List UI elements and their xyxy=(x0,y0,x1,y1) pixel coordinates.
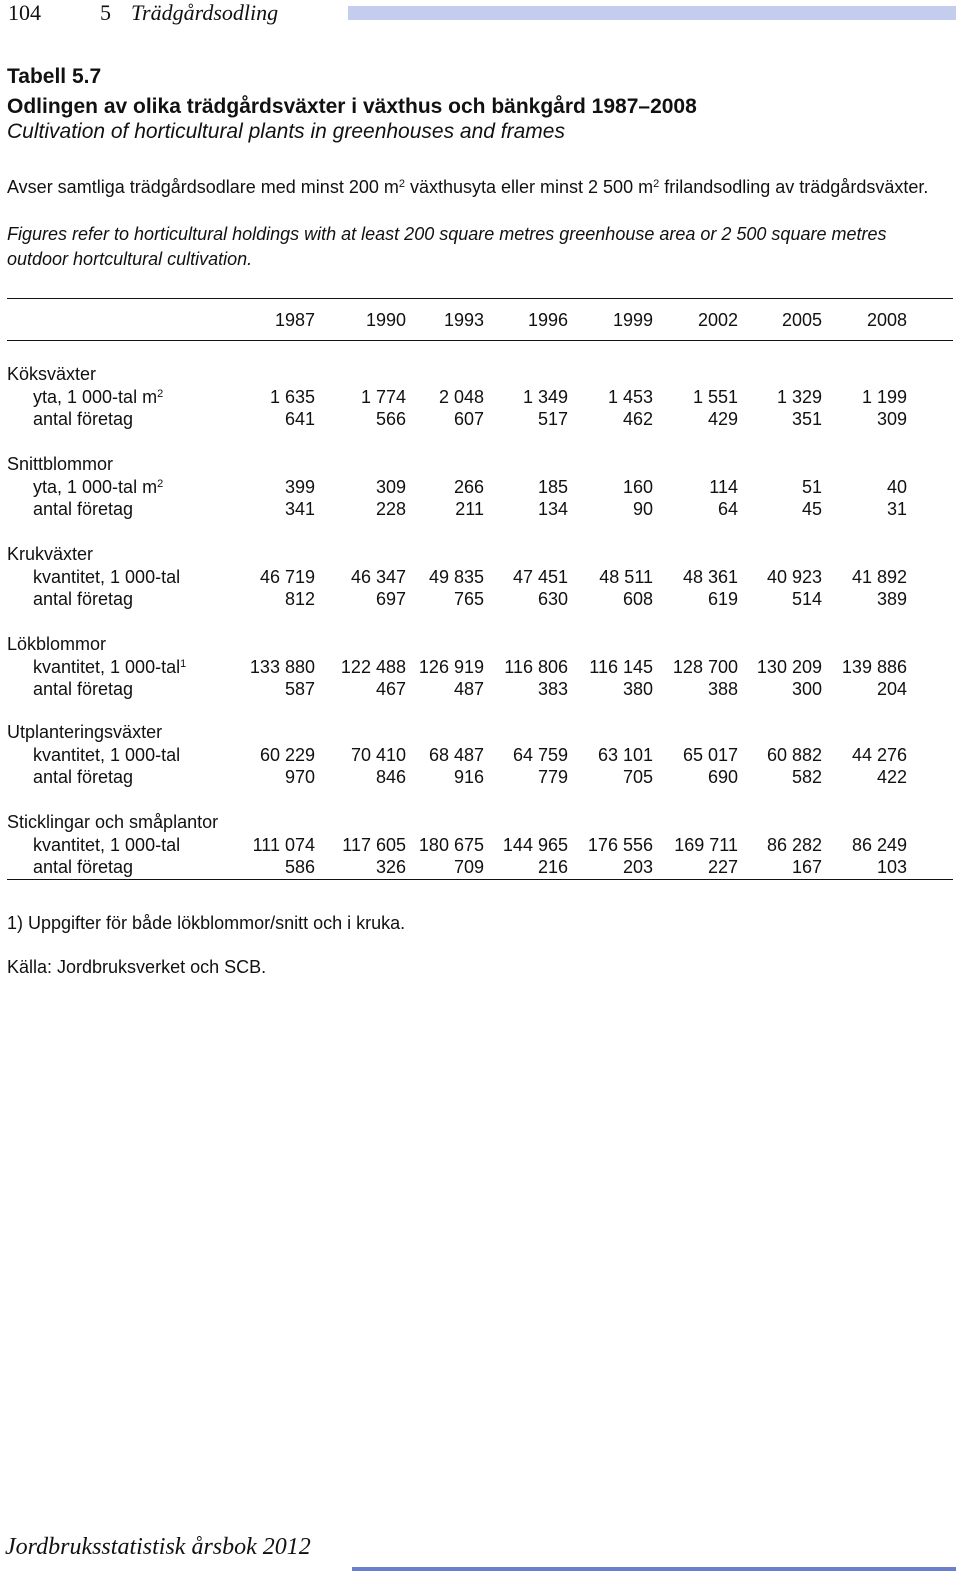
row-label-text: antal företag xyxy=(33,767,134,787)
table-row xyxy=(0,679,960,703)
year-header-cell: 1996 xyxy=(527,310,568,330)
table-cell: 130 209 xyxy=(756,656,822,677)
table-cell: 185 xyxy=(537,476,568,497)
row-label xyxy=(33,567,180,588)
table-cell: 48 361 xyxy=(682,566,738,587)
table-cell: 846 xyxy=(375,767,406,787)
year-header-cell: 2008 xyxy=(866,310,907,330)
table-cell: 51 xyxy=(801,476,822,497)
table-cell: 111 074 xyxy=(252,834,315,855)
table-cell: 46 719 xyxy=(259,566,315,587)
group-header-row xyxy=(0,454,960,478)
description-sv-part: växthusyta eller minst 2 500 m xyxy=(404,177,654,197)
group-label: Utplanteringsväxter xyxy=(7,722,163,742)
table-cell: 467 xyxy=(375,679,406,699)
table-cell: 351 xyxy=(791,409,822,429)
superscript: 1 xyxy=(180,657,187,670)
row-label xyxy=(33,499,133,520)
footer-publication-title: Jordbruksstatistisk årsbok 2012 xyxy=(5,1534,311,1560)
table-cell: 227 xyxy=(707,857,738,877)
table-cell: 139 886 xyxy=(841,656,907,677)
table-cell: 169 711 xyxy=(674,834,738,855)
row-label-text: antal företag xyxy=(33,679,134,699)
description-sv xyxy=(7,172,947,200)
table-cell: 114 xyxy=(709,476,738,497)
row-label-text: kvantitet, 1 000-tal xyxy=(33,566,181,587)
table-cell: 116 145 xyxy=(589,656,653,677)
table-cell: 44 276 xyxy=(851,744,907,765)
row-label xyxy=(33,477,163,498)
table-cell: 211 xyxy=(455,499,484,519)
table-cell: 144 965 xyxy=(502,834,568,855)
table-row xyxy=(0,767,960,791)
year-header-cell: 1987 xyxy=(274,310,315,330)
row-label xyxy=(33,857,133,878)
row-label-text: kvantitet, 1 000-tal xyxy=(33,744,181,765)
group-header-row xyxy=(0,722,960,746)
table-cell: 203 xyxy=(622,857,653,877)
table-cell: 326 xyxy=(375,857,406,877)
table-cell: 619 xyxy=(707,589,738,609)
table-cell: 429 xyxy=(707,409,738,429)
row-label-text: antal företag xyxy=(33,589,134,609)
superscript: 2 xyxy=(653,178,660,190)
table-cell: 167 xyxy=(791,857,822,877)
table-cell: 2 048 xyxy=(438,386,484,407)
table-cell: 63 101 xyxy=(597,744,653,765)
group-label: Snittblommor xyxy=(7,454,114,474)
table-cell: 309 xyxy=(375,476,406,497)
row-label xyxy=(33,679,133,700)
table-cell: 779 xyxy=(537,767,568,787)
header-bottom-rule xyxy=(7,340,953,341)
table-cell: 134 xyxy=(537,499,568,519)
table-cell: 180 675 xyxy=(418,834,484,855)
row-label xyxy=(33,387,163,408)
table-cell: 47 451 xyxy=(512,566,568,587)
year-header-cell: 1990 xyxy=(365,310,406,330)
table-cell: 586 xyxy=(284,857,315,877)
group-label: Lökblommor xyxy=(7,634,107,654)
table-cell: 86 249 xyxy=(851,834,907,855)
table-row xyxy=(0,835,960,859)
group-label: Sticklingar och småplantor xyxy=(7,812,219,832)
table-cell: 388 xyxy=(707,679,738,699)
table-cell: 70 410 xyxy=(350,744,406,765)
year-header-cell: 2002 xyxy=(697,310,738,330)
table-cell: 517 xyxy=(537,409,568,429)
table-cell: 228 xyxy=(375,499,406,519)
row-label-text: kvantitet, 1 000-tal xyxy=(33,656,181,677)
table-cell: 970 xyxy=(284,767,315,787)
table-cell: 64 759 xyxy=(512,744,568,765)
table-cell: 133 880 xyxy=(249,656,315,677)
table-cell: 1 199 xyxy=(861,386,907,407)
chapter-number: 5 xyxy=(100,0,111,25)
table-cell: 300 xyxy=(791,679,822,699)
table-cell: 607 xyxy=(453,409,484,429)
table-cell: 117 605 xyxy=(342,834,406,855)
table-cell: 216 xyxy=(537,857,568,877)
table-cell: 566 xyxy=(375,409,406,429)
table-cell: 116 806 xyxy=(504,656,568,677)
group-header-row xyxy=(0,364,960,388)
table-row xyxy=(0,499,960,523)
table-bottom-rule xyxy=(7,879,953,880)
table-cell: 46 347 xyxy=(350,566,406,587)
table-cell: 389 xyxy=(876,589,907,609)
table-cell: 487 xyxy=(453,679,484,699)
table-title-sv: Odlingen av olika trädgårdsväxter i växthus och bänkgård 1987–2008 xyxy=(7,95,697,118)
row-label-text: antal företag xyxy=(33,409,134,429)
table-cell: 916 xyxy=(453,767,484,787)
chapter-title: Trädgårdsodling xyxy=(131,0,279,25)
year-header-cell: 2005 xyxy=(781,310,822,330)
table-cell: 422 xyxy=(876,767,907,787)
table-cell: 1 453 xyxy=(607,386,653,407)
table-row xyxy=(0,477,960,501)
table-cell: 697 xyxy=(375,589,406,609)
table-cell: 341 xyxy=(284,499,315,519)
group-header-row xyxy=(0,812,960,836)
table-row xyxy=(0,387,960,411)
table-cell: 812 xyxy=(284,589,315,609)
table-cell: 128 700 xyxy=(672,656,738,677)
source-note: Källa: Jordbruksverket och SCB. xyxy=(7,957,267,977)
description-sv-part: Avser samtliga trädgårdsodlare med minst 200 m xyxy=(7,177,399,197)
year-header-cell: 1993 xyxy=(443,310,484,330)
row-label-text: yta, 1 000-tal m xyxy=(33,386,158,407)
table-cell: 48 511 xyxy=(599,566,653,587)
row-label xyxy=(33,767,133,788)
table-cell: 103 xyxy=(876,857,907,877)
table-cell: 60 229 xyxy=(259,744,315,765)
group-label: Köksväxter xyxy=(7,364,97,384)
table-cell: 49 835 xyxy=(428,566,484,587)
table-cell: 64 xyxy=(717,499,738,519)
table-cell: 630 xyxy=(537,589,568,609)
table-row xyxy=(0,745,960,769)
year-header-row xyxy=(0,310,960,336)
table-cell: 86 282 xyxy=(766,834,822,855)
table-cell: 40 xyxy=(886,476,907,497)
table-cell: 514 xyxy=(791,589,822,609)
row-label xyxy=(33,657,186,678)
table-cell: 65 017 xyxy=(682,744,738,765)
table-cell: 122 488 xyxy=(340,656,406,677)
row-label-text: kvantitet, 1 000-tal xyxy=(33,834,181,855)
row-label xyxy=(33,589,133,610)
table-label: Tabell 5.7 xyxy=(7,65,102,88)
page-number: 104 xyxy=(8,0,41,25)
table-cell: 126 919 xyxy=(418,656,484,677)
table-row xyxy=(0,589,960,613)
table-cell: 1 551 xyxy=(692,386,738,407)
footer-decorative-bar xyxy=(352,1567,956,1571)
row-label xyxy=(33,835,180,856)
table-cell: 266 xyxy=(453,476,484,497)
superscript: 2 xyxy=(398,178,405,190)
table-top-rule xyxy=(7,298,953,299)
table-row xyxy=(0,567,960,591)
row-label xyxy=(33,745,180,766)
table-cell: 765 xyxy=(453,589,484,609)
table-cell: 462 xyxy=(622,409,653,429)
table-cell: 309 xyxy=(876,409,907,429)
table-cell: 68 487 xyxy=(428,744,484,765)
table-cell: 383 xyxy=(537,679,568,699)
table-cell: 45 xyxy=(801,499,822,519)
table-cell: 1 635 xyxy=(269,386,315,407)
chapter-heading xyxy=(100,0,278,26)
table-cell: 90 xyxy=(632,499,653,519)
table-cell: 582 xyxy=(791,767,822,787)
table-cell: 608 xyxy=(622,589,653,609)
year-header-cell: 1999 xyxy=(612,310,653,330)
table-row xyxy=(0,857,960,881)
row-label-text: yta, 1 000-tal m xyxy=(33,476,158,497)
superscript: 2 xyxy=(157,477,164,490)
table-cell: 60 882 xyxy=(766,744,822,765)
table-row xyxy=(0,409,960,433)
group-header-row xyxy=(0,544,960,568)
group-label: Krukväxter xyxy=(7,544,94,564)
description-en: Figures refer to horticultural holdings with at least 200 square metres greenhouse area or 2 500 square metres outdoor hortcultural cultivation. xyxy=(7,224,887,269)
table-cell: 641 xyxy=(284,409,315,429)
table-cell: 380 xyxy=(622,679,653,699)
page-header xyxy=(0,0,960,30)
description-sv-part: frilandsodling av trädgårdsväxter. xyxy=(659,177,929,197)
group-header-row xyxy=(0,634,960,658)
table-title-en: Cultivation of horticultural plants in greenhouses and frames xyxy=(7,120,565,143)
table-cell: 1 329 xyxy=(776,386,822,407)
table-cell: 41 892 xyxy=(851,566,907,587)
table-cell: 709 xyxy=(453,857,484,877)
table-cell: 1 349 xyxy=(522,386,568,407)
table-title-block xyxy=(7,62,697,122)
table-row xyxy=(0,657,960,681)
table-cell: 176 556 xyxy=(587,834,653,855)
table-cell: 40 923 xyxy=(766,566,822,587)
row-label-text: antal företag xyxy=(33,499,134,519)
table-cell: 1 774 xyxy=(360,386,406,407)
header-decorative-bar xyxy=(348,6,956,20)
row-label xyxy=(33,409,133,430)
table-cell: 690 xyxy=(707,767,738,787)
table-cell: 705 xyxy=(622,767,653,787)
table-cell: 587 xyxy=(284,679,315,699)
table-cell: 399 xyxy=(284,476,315,497)
row-label-text: antal företag xyxy=(33,857,134,877)
table-cell: 204 xyxy=(876,679,907,699)
table-cell: 160 xyxy=(622,476,653,497)
footnote: 1) Uppgifter för både lökblommor/snitt och i kruka. xyxy=(7,913,406,933)
table-cell: 31 xyxy=(886,499,907,519)
superscript: 2 xyxy=(157,387,164,400)
